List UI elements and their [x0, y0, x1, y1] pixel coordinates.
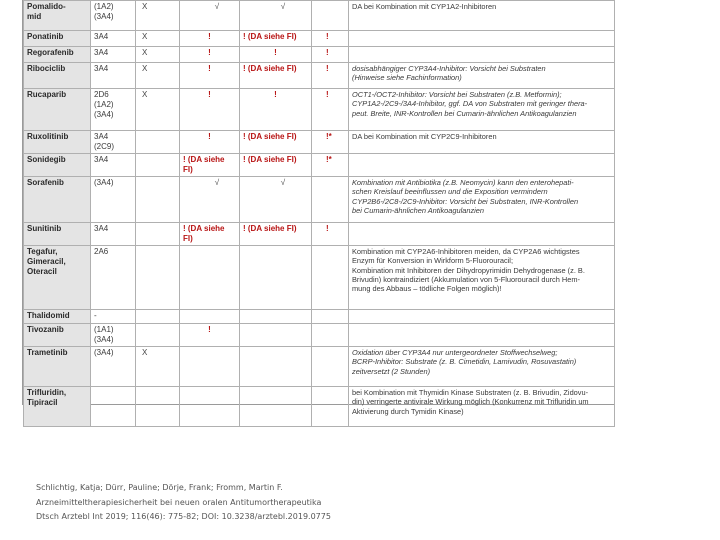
value-cell: [136, 154, 180, 177]
value-cell: [312, 246, 349, 310]
value-cell: [136, 387, 180, 427]
value-cell: [180, 310, 240, 324]
value-cell: !: [312, 223, 349, 246]
value-cell: [180, 246, 240, 310]
value-cell: (3A4): [91, 347, 136, 387]
value-cell: ! (DA siehe FI): [180, 154, 240, 177]
value-cell: √: [240, 1, 312, 31]
citation-authors: Schlichtig, Katja; Dürr, Pauline; Dörje, Frank; Fromm, Martin F.: [36, 483, 283, 492]
table-row: [24, 324, 615, 347]
value-cell: !: [180, 324, 240, 347]
interaction-table: [23, 0, 615, 427]
value-cell: ! (DA siehe FI): [240, 131, 312, 154]
note-cell: dosisabhängiger CYP3A4-Inhibitor: Vorsicht bei Substraten (Hinweise siehe Fachinformation): [349, 63, 615, 89]
table-row: [24, 1, 615, 31]
note-cell: DA bei Kombination mit CYP1A2-Inhibitoren: [349, 1, 615, 31]
value-cell: [240, 387, 312, 427]
value-cell: (1A1) (3A4): [91, 324, 136, 347]
value-cell: 3A4 (2C9): [91, 131, 136, 154]
value-cell: X: [136, 347, 180, 387]
value-cell: !: [312, 47, 349, 63]
table-row: [24, 223, 615, 246]
drug-name-cell: Sonidegib: [24, 154, 91, 177]
value-cell: -: [91, 310, 136, 324]
table-body: [24, 1, 615, 427]
drug-name-cell: Ribociclib: [24, 63, 91, 89]
value-cell: !*: [312, 154, 349, 177]
value-cell: [312, 324, 349, 347]
value-cell: !: [180, 131, 240, 154]
value-cell: 2D6 (1A2) (3A4): [91, 89, 136, 131]
value-cell: [312, 310, 349, 324]
value-cell: [312, 347, 349, 387]
table-row: [24, 154, 615, 177]
drug-name-cell: Tivozanib: [24, 324, 91, 347]
value-cell: [312, 387, 349, 427]
value-cell: ! (DA siehe FI): [180, 223, 240, 246]
drug-name-cell: Pomalido- mid: [24, 1, 91, 31]
drug-name-cell: Regorafenib: [24, 47, 91, 63]
value-cell: X: [136, 31, 180, 47]
table-row: [24, 63, 615, 89]
drug-name-cell: Ponatinib: [24, 31, 91, 47]
value-cell: !*: [312, 131, 349, 154]
drug-name-cell: Thalidomid: [24, 310, 91, 324]
value-cell: X: [136, 1, 180, 31]
value-cell: 3A4: [91, 31, 136, 47]
value-cell: !: [180, 89, 240, 131]
value-cell: !: [240, 89, 312, 131]
value-cell: [180, 347, 240, 387]
drug-name-cell: Rucaparib: [24, 89, 91, 131]
note-cell: DA bei Kombination mit CYP2C9-Inhibitoren: [349, 131, 615, 154]
value-cell: [136, 177, 180, 223]
value-cell: 3A4: [91, 223, 136, 246]
value-cell: !: [312, 63, 349, 89]
table-row: [24, 310, 615, 324]
value-cell: !: [312, 89, 349, 131]
value-cell: √: [180, 177, 240, 223]
value-cell: [180, 387, 240, 427]
note-cell: [349, 47, 615, 63]
table-row: [24, 347, 615, 387]
drug-name-cell: Ruxolitinib: [24, 131, 91, 154]
value-cell: 3A4: [91, 63, 136, 89]
value-cell: [312, 177, 349, 223]
note-cell: OCT1-/OCT2-Inhibitor: Vorsicht bei Substraten (z.B. Metformin); CYP1A2-/2C9-/3A4-Inhibitor, ggf. DA von Substraten mit geringer thera- peut. Breite, INR-Kontrollen bei Cumarin-ähnlichen Antikoagulanzien: [349, 89, 615, 131]
value-cell: ! (DA siehe FI): [240, 63, 312, 89]
value-cell: (1A2) (3A4): [91, 1, 136, 31]
value-cell: √: [180, 1, 240, 31]
citation-source: Dtsch Arztebl Int 2019; 116(46): 775-82; DOI: 10.3238/arztebl.2019.0775: [36, 512, 331, 521]
table-row: [24, 246, 615, 310]
citation: [36, 481, 331, 525]
value-cell: [136, 246, 180, 310]
value-cell: [240, 347, 312, 387]
value-cell: !: [180, 31, 240, 47]
note-cell: Kombination mit CYP2A6-Inhibitoren meiden, da CYP2A6 wichtigstes Enzym für Konversion in Wirkform 5-Fluorouracil; Kombination mit Inhibitoren der Dihydropyrimidin Dehydrogenase (z. B. Brivudin) kontraindiziert (Akkumulation von 5-Fluorouracil durch Hem- mung des Abbaus – tödliche Folgen möglich)!: [349, 246, 615, 310]
note-cell: Kombination mit Antibiotika (z.B. Neomycin) kann den enterohepati- schen Kreislauf beeinflussen und die Exposition vermindern CYP2B6-/2C8-/2C9-Inhibitor: Vorsicht bei Substraten, INR-Kontrollen bei Cumarin-ähnlichen Antikoagulanzien: [349, 177, 615, 223]
note-cell: [349, 31, 615, 47]
value-cell: [136, 131, 180, 154]
value-cell: 2A6: [91, 246, 136, 310]
value-cell: [91, 387, 136, 427]
table-row: [24, 177, 615, 223]
table-row: [24, 31, 615, 47]
value-cell: !: [180, 47, 240, 63]
value-cell: [136, 223, 180, 246]
value-cell: ! (DA siehe FI): [240, 223, 312, 246]
value-cell: !: [312, 31, 349, 47]
value-cell: √: [240, 177, 312, 223]
citation-title: Arzneimitteltherapiesicherheit bei neuen oralen Antitumortherapeutika: [36, 497, 322, 507]
value-cell: 3A4: [91, 47, 136, 63]
drug-name-cell: Sunitinib: [24, 223, 91, 246]
value-cell: X: [136, 47, 180, 63]
value-cell: !: [240, 47, 312, 63]
table-row: [24, 131, 615, 154]
value-cell: [240, 310, 312, 324]
value-cell: [136, 310, 180, 324]
note-cell: [349, 310, 615, 324]
value-cell: !: [180, 63, 240, 89]
drug-name-cell: Trifluridin, Tipiracil: [24, 387, 91, 427]
note-cell: [349, 223, 615, 246]
drug-name-cell: Sorafenib: [24, 177, 91, 223]
value-cell: [240, 246, 312, 310]
value-cell: ! (DA siehe FI): [240, 154, 312, 177]
value-cell: [136, 324, 180, 347]
value-cell: ! (DA siehe FI): [240, 31, 312, 47]
note-cell: [349, 324, 615, 347]
note-cell: [349, 154, 615, 177]
note-cell: bei Kombination mit Thymidin Kinase Substraten (z. B. Brivudin, Zidovu- din) verringerte antivirale Wirkung möglich (Konkurrenz mit Trifluridin um Aktivierung durch Tymidin Kinase): [349, 387, 615, 427]
table-row: [24, 47, 615, 63]
interaction-table-scan: [22, 0, 615, 416]
table-row: [24, 387, 615, 427]
value-cell: (3A4): [91, 177, 136, 223]
drug-name-cell: Tegafur, Gimeracil, Oteracil: [24, 246, 91, 310]
note-cell: Oxidation über CYP3A4 nur untergeordneter Stoffwechselweg; BCRP-Inhibitor: Substrate (z. B. Cimetidin, Lamivudin, Rosuvastatin) zeitversetzt (2 Stunden): [349, 347, 615, 387]
value-cell: [312, 1, 349, 31]
drug-name-cell: Trametinib: [24, 347, 91, 387]
table-row: [24, 89, 615, 131]
value-cell: X: [136, 89, 180, 131]
value-cell: 3A4: [91, 154, 136, 177]
value-cell: X: [136, 63, 180, 89]
value-cell: [240, 324, 312, 347]
